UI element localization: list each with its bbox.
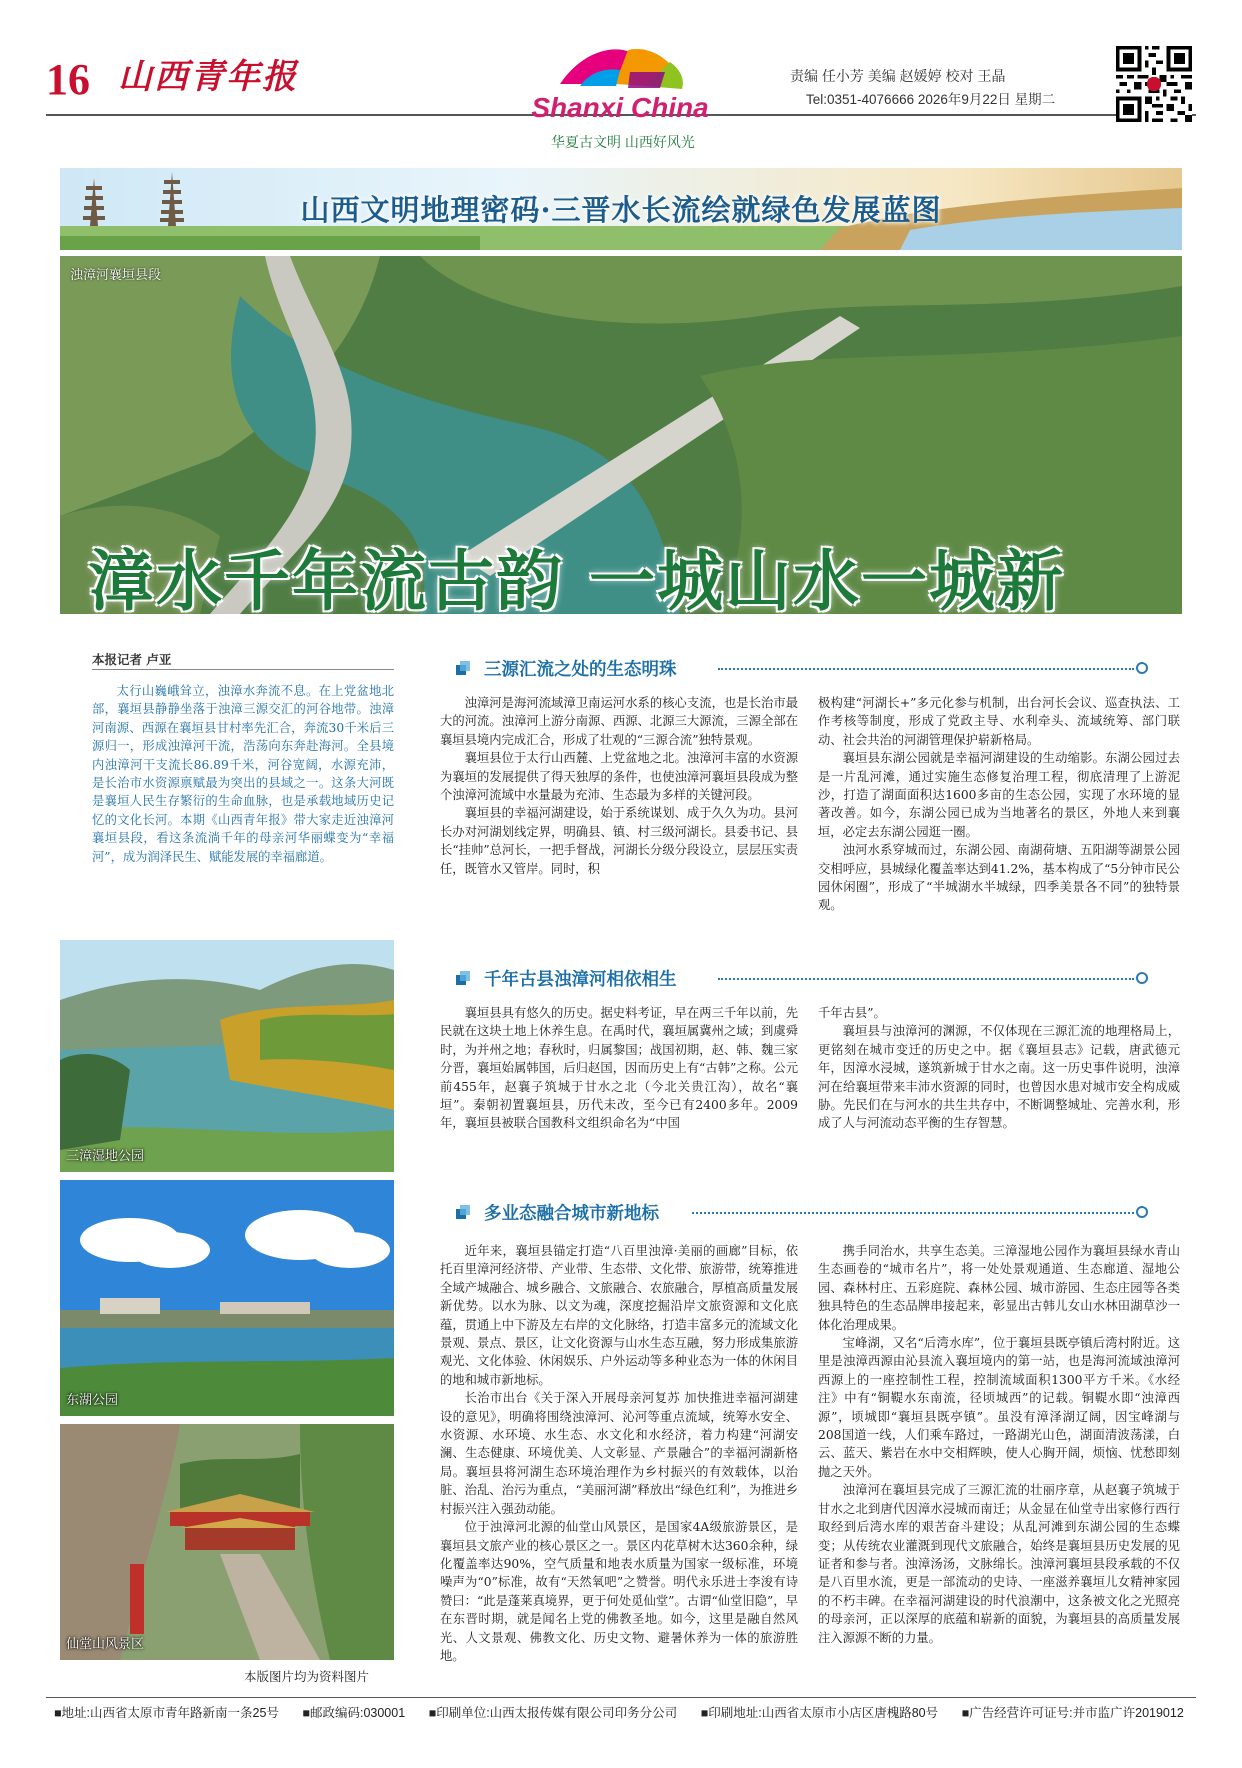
banner-title: 山西文明地理密码·三晋水长流绘就绿色发展蓝图 [300, 193, 942, 227]
section-end-circle-icon [1136, 972, 1148, 984]
contact-date: Tel:0351-4076666 2026年9月22日 星期二 [806, 92, 1056, 107]
photo-credit: 本版图片均为资料图片 [244, 1670, 370, 1684]
paragraph: 浊河水系穿城而过，东湖公园、南湖荷塘、五阳湖等湖景公园交相呼应，县城绿化覆盖率达到41.2%，基本构成了“5分钟市民公园休闲圈”，形成了“半城湖水半城绿，四季美景各不同”的独特景观。 [818, 843, 1180, 913]
paragraph: 长治市出台《关于深入开展母亲河复苏 加快推进幸福河湖建设的意见》，明确将围绕浊漳河、沁河等重点流域，统筹水安全、水资源、水环境、水生态、水文化和水经济，着力构建“河湖安澜、生态健康、环境优美、人文彰显、产景融合”的幸福河湖新格局。襄垣县将河湖生态环境治理作为乡村振兴的有效载体，以治脏、治乱、治污为重点，“美丽河湖”释放出“绿色红利”，为推进乡村振兴注入强劲动能。 [440, 1391, 798, 1516]
section-dotted-rule [718, 668, 1134, 670]
headline: 漳水千年流古韵 一城山水一城新 [88, 542, 1065, 620]
section-header-3 [456, 1200, 1148, 1224]
lake-park-photo-icon [60, 1180, 394, 1416]
paragraph: 位于浊漳河北源的仙堂山风景区，是国家4A级旅游景区，是襄垣县文旅产业的核心景区之一。景区内花草树木达360余种，绿化覆盖率达90%，空气质量和地表水质量为国家一级标准，环境噪声为“0”标准，故有“天然氧吧”之赞誉。明代永乐进士李浚有诗赞曰：“此是蓬莱真境界，更于何处觅仙堂”。古谓“仙堂旧隐”，早在东晋时期，就是闻名上党的佛教圣地。如今，这里是融自然风光、人文景观、佛教文化、历史文物、避暑休养为一体的旅游胜地。 [440, 1520, 798, 1663]
wetland-photo-icon [60, 940, 394, 1172]
footer-rule [46, 1697, 1196, 1698]
section-square-icon [456, 1205, 470, 1219]
photo-xiantangshan [60, 1424, 394, 1660]
footer-postcode: ■邮政编码:030001 [302, 1706, 406, 1720]
lead-paragraph: 太行山巍峨耸立，浊漳水奔流不息。在上党盆地北部，襄垣县静静坐落于浊漳三源交汇的河谷地带。浊漳河南源、西源在襄垣县甘村率先汇合，奔流30千米后三源归一，形成浊漳河干流，浩荡向东奔赴海河。全县境内浊漳河干支流长86.89千米，河谷宽阔，水源充沛，是长治市水资源禀赋最为突出的县域之一。这条大河既是襄垣人民生存繁衍的生命血脉，也是承载地域历史记忆的文化长河。本期《山西青年报》带大家走近浊漳河襄垣县段，看这条流淌千年的母亲河华丽蝶变为“幸福河”，成为润泽民生、赋能发展的幸福廊道。 [92, 684, 394, 864]
byline: 本报记者 卢亚 [92, 652, 172, 667]
section-title: 多业态融合城市新地标 [484, 1204, 659, 1224]
section-title: 三源汇流之处的生态明珠 [484, 660, 677, 680]
section-square-icon [456, 661, 470, 675]
paragraph: 携手同治水，共享生态美。三漳湿地公园作为襄垣县绿水青山生态画卷的“城市名片”，将一处处景观通道、生态廊道、湿地公园、森林村庄、五彩庭院、森林公园、城市游园、生态庄园等各类独具特色的生态品牌串接起来，彰显出古韩儿女山水林田湖草沙一体化治理成果。 [818, 1244, 1180, 1332]
section-3-col-2 [818, 1242, 1180, 1688]
paragraph: 千年古县”。 [818, 1006, 886, 1020]
paragraph: 近年来，襄垣县锚定打造“八百里浊漳·美丽的画廊”目标，依托百里漳河经济带、产业带、生态带、文化带、旅游带，统筹推进全域产城融合、城乡融合、文旅融合、农旅融合，厚植高质量发展新优势。以水为脉、以文为魂，深度挖掘沿岸文旅资源和文化底蕴，贯通上中下游及左右岸的文化脉络，打造丰富多元的流域文化景观、景点、景区，让文化资源与山水生态互融，努力形成集旅游观光、文化体验、休闲娱乐、户外运动等多种业态为一体的休闲目的地和城市新地标。 [440, 1244, 798, 1387]
temple-mountain-photo-icon [60, 1424, 394, 1660]
paragraph: 极构建“河湖长+”多元化参与机制，出台河长会议、巡查执法、工作考核等制度，形成了党政主导、水利牵头、流域统筹、部门联动、社会共治的河湖管理保护崭新格局。 [818, 696, 1180, 747]
banner [60, 168, 1182, 250]
byline-rule [92, 669, 394, 670]
paragraph: 襄垣县与浊漳河的渊源，不仅体现在三源汇流的地理格局上，更铭刻在城市变迁的历史之中。据《襄垣县志》记载，唐武德元年，因漳水浸城，遂筑新城于甘水之南。这一历史事件说明，浊漳河在给襄垣带来丰沛水资源的同时，也曾因水患对城市安全构成威胁。先民们在与河水的共生共存中，不断调整城址、完善水利，形成了人与河流动态平衡的生存智慧。 [818, 1024, 1180, 1131]
section-1-col-2 [818, 694, 1180, 956]
section-header-2 [456, 966, 1148, 990]
paper-name: 山西青年报 [118, 57, 298, 97]
section-3-col-1 [440, 1242, 798, 1688]
section-dotted-rule [692, 1212, 1134, 1214]
footer-print-address: ■印刷地址:山西省太原市小店区唐槐路80号 [700, 1706, 939, 1720]
paragraph: 宝峰湖，又名“后湾水库”，位于襄垣县既亭镇后湾村附近。这里是浊漳西源由沁县流入襄垣境内的第一站，也是海河流域浊漳河西源上的一座控制性工程，控制流域面积1300平方千米。《水经注》中有“铜鞮水东南流，径顷城西”的记载。铜鞮水即“浊漳西源”，顷城即“襄垣县既亭镇”。虽没有漳泽湖辽阔，因宝峰湖与208国道一线，人们乘车路过，一路湖光山色，湖面清波荡漾，白云、蓝天、紫岩在水中交相辉映，使人心胸开阔，烦恼、忧愁即刻抛之天外。 [818, 1336, 1180, 1479]
footer-printer: ■印刷单位:山西太报传媒有限公司印务分公司 [428, 1706, 678, 1720]
section-1-col-1 [440, 694, 798, 956]
paragraph: 襄垣县具有悠久的历史。据史料考证，早在两三千年以前，先民就在这块土地上休养生息。在禹时代，襄垣属冀州之域；到虞舜时，为并州之地；春秋时，归属黎国；战国初期，赵、韩、魏三家分晋，襄垣始属韩国，后归赵国，因而历史上有“古韩”之称。公元前455年，赵襄子筑城于甘水之北（今北关贵江沟），故名“襄垣”。秦朝初置襄垣县，历代未改，至今已有2400多年。2009年，襄垣县被联合国教科文组织命名为“中国 [440, 1006, 798, 1131]
qr-code-icon [1116, 46, 1192, 122]
photo-caption: 仙堂山风景区 [66, 1636, 145, 1651]
section-header-1 [456, 656, 1148, 680]
section-title: 千年古县浊漳河相依相生 [484, 970, 677, 990]
section-end-circle-icon [1136, 662, 1148, 674]
photo-caption: 东湖公园 [66, 1392, 119, 1407]
paragraph: 襄垣县东湖公园就是幸福河湖建设的生动缩影。东湖公园过去是一片乱河滩，通过实施生态修复治理工程，彻底清理了上游泥沙，打造了湖面面积达1600多亩的生态公园，实现了水环境的显著改善。如今，东湖公园已成为当地著名的景区，外地人来到襄垣，必定去东湖公园逛一圈。 [818, 751, 1180, 839]
hero-caption: 浊漳河襄垣县段 [70, 267, 162, 282]
photo-sanzhang-wetland [60, 940, 394, 1172]
page-number: 16 [46, 55, 90, 104]
footer-address: ■地址:山西省太原市青年路新南一条25号 [54, 1706, 279, 1720]
section-2-col-2 [818, 1004, 1180, 1164]
paragraph: 襄垣县的幸福河湖建设，始于系统谋划、成于久久为功。县河长办对河湖划线定界，明确县、镇、村三级河湖长。县委书记、县长“挂帅”总河长，一把手督战，河湖长分级分段设立，层层压实责任，既管水又管岸。同时，积 [440, 806, 798, 876]
logo-text: Shanxi China [531, 92, 709, 123]
slogan: 华夏古文明 山西好风光 [551, 134, 695, 150]
photo-donghu-park [60, 1180, 394, 1416]
section-end-circle-icon [1136, 1206, 1148, 1218]
section-square-icon [456, 971, 470, 985]
paragraph: 浊漳河是海河流域漳卫南运河水系的核心支流，也是长治市最大的河流。浊漳河上游分南源、西源、北源三大源流，三源全部在襄垣县境内完成汇合，形成了壮观的“三源合流”独特景观。 [440, 696, 798, 747]
footer-ad-license: ■广告经营许可证号:并市监广许2019012 [961, 1706, 1184, 1720]
paragraph: 襄垣县位于太行山西麓、上党盆地之北。浊漳河丰富的水资源为襄垣的发展提供了得天独厚的条件，也使浊漳河襄垣县段成为整个浊漳河流域中水量最为充沛、生态最为多样的关键河段。 [440, 751, 798, 803]
section-dotted-rule [718, 978, 1134, 980]
paragraph: 浊漳河在襄垣县完成了三源汇流的壮丽序章，从赵襄子筑城于甘水之北到唐代因漳水浸城而南迁；从金显在仙堂寺出家修行西行取经到后湾水库的艰苦奋斗建设；从乱河滩到东湖公园的生态蝶变；从传统农业灌溉到现代文旅融合，始终是襄垣县历史发展的见证者和参与者。浊漳汤汤，文脉绵长。浊漳河襄垣县段承载的不仅是八百里水流，更是一部流动的史诗、一座滋养襄垣儿女精神家园的不朽丰碑。在幸福河湖建设的时代浪潮中，这条被文化之光照亮的母亲河，正以深厚的底蕴和崭新的面貌，为襄垣县的高质量发展注入源源不断的力量。 [818, 1483, 1180, 1645]
editor-credits: 责编 任小芳 美编 赵媛婷 校对 王晶 [790, 68, 1006, 84]
photo-caption: 三漳湿地公园 [66, 1148, 145, 1163]
section-2-col-1 [440, 1004, 798, 1164]
footer [54, 1703, 1204, 1721]
